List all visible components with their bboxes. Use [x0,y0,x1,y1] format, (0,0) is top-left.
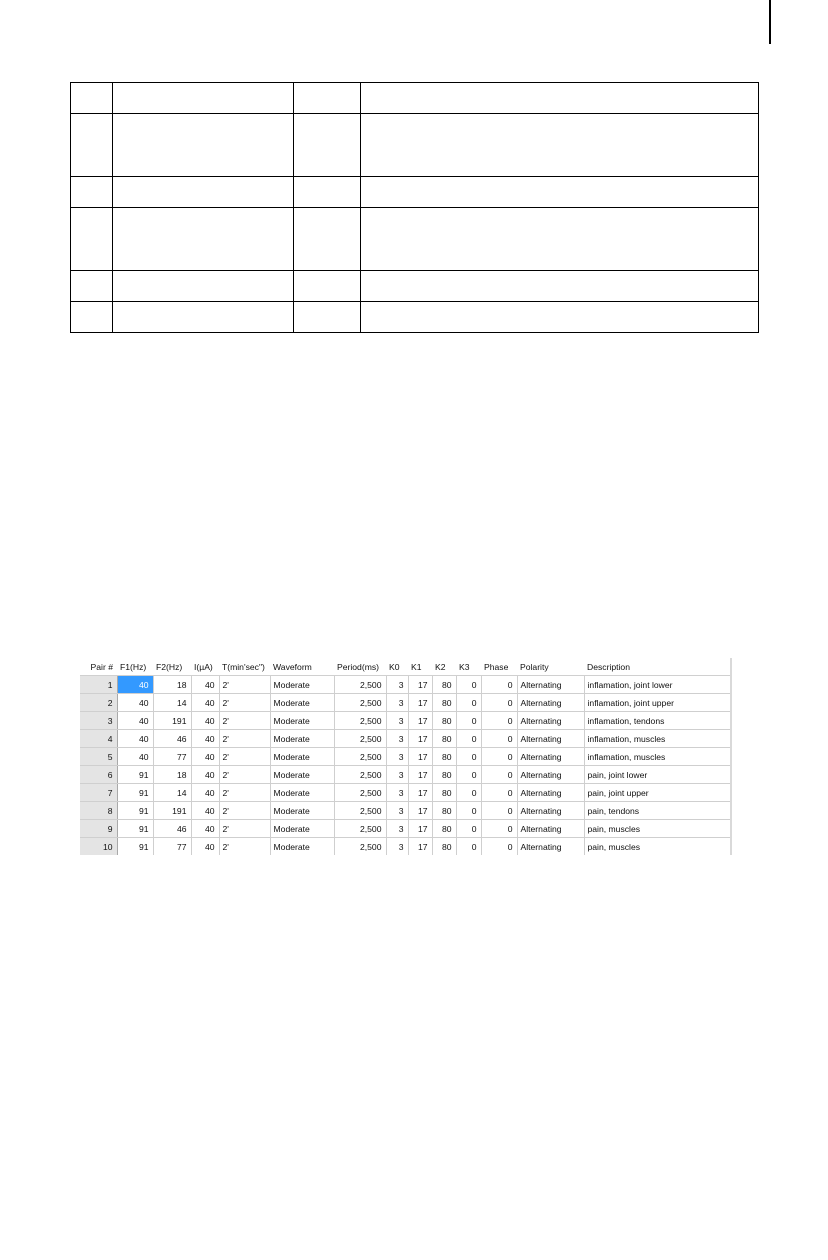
grid-cell[interactable]: Alternating [517,694,584,712]
row-header-cell[interactable]: 9 [80,820,117,838]
empty-cell [71,177,113,208]
grid-cell[interactable]: 80 [432,748,456,766]
row-header-cell[interactable]: 4 [80,730,117,748]
grid-cell[interactable]: 80 [432,820,456,838]
grid-cell[interactable]: 2,500 [334,802,386,820]
grid-cell[interactable]: 2,500 [334,676,386,694]
pair-table [80,658,731,855]
grid-cell[interactable]: 3 [386,730,408,748]
grid-cell[interactable]: pain, joint lower [584,766,730,784]
empty-cell [361,208,759,271]
grid-cell[interactable]: 0 [481,784,517,802]
empty-table-row [71,208,759,271]
grid-cell[interactable]: Moderate [270,784,334,802]
empty-cell [71,114,113,177]
grid-cell[interactable]: 3 [386,676,408,694]
grid-cell[interactable]: Alternating [517,676,584,694]
column-header[interactable]: K1 [408,658,432,676]
empty-cell [294,177,361,208]
column-header[interactable]: I(µA) [191,658,219,676]
grid-cell[interactable]: 40 [117,694,153,712]
empty-cell [294,271,361,302]
grid-cell[interactable]: 18 [153,766,191,784]
column-header[interactable]: K2 [432,658,456,676]
grid-cell[interactable]: 40 [191,712,219,730]
grid-cell[interactable]: Alternating [517,748,584,766]
grid-cell[interactable]: 3 [386,694,408,712]
empty-cell [294,83,361,114]
grid-cell[interactable]: Moderate [270,838,334,856]
grid-cell[interactable]: 3 [386,802,408,820]
column-header[interactable]: F2(Hz) [153,658,191,676]
grid-cell[interactable]: 0 [456,838,481,856]
grid-cell[interactable]: 0 [481,838,517,856]
grid-cell[interactable]: 2' [219,712,270,730]
grid-cell[interactable]: 91 [117,766,153,784]
grid-cell[interactable]: 17 [408,802,432,820]
grid-cell[interactable]: 2' [219,694,270,712]
grid-cell[interactable]: pain, tendons [584,802,730,820]
grid-cell[interactable]: inflamation, joint upper [584,694,730,712]
empty-cell [71,302,113,333]
grid-cell[interactable]: Alternating [517,766,584,784]
grid-cell[interactable]: inflamation, muscles [584,730,730,748]
grid-cell[interactable]: inflamation, joint lower [584,676,730,694]
grid-cell[interactable]: Moderate [270,820,334,838]
grid-cell[interactable]: 0 [456,784,481,802]
column-header[interactable]: F1(Hz) [117,658,153,676]
grid-cell[interactable]: 0 [481,730,517,748]
grid-cell[interactable]: 3 [386,838,408,856]
grid-cell[interactable]: 0 [456,802,481,820]
grid-cell[interactable]: 77 [153,838,191,856]
row-header-cell[interactable]: 5 [80,748,117,766]
column-header[interactable]: Polarity [517,658,584,676]
grid-cell[interactable]: 91 [117,838,153,856]
row-header-cell[interactable]: 3 [80,712,117,730]
empty-cell [361,271,759,302]
grid-cell[interactable]: 2,500 [334,784,386,802]
grid-cell[interactable]: 0 [456,748,481,766]
grid-cell[interactable]: 2,500 [334,748,386,766]
grid-cell[interactable]: 18 [153,676,191,694]
grid-cell[interactable]: pain, muscles [584,820,730,838]
empty-cell [113,114,294,177]
grid-cell[interactable]: 40 [191,676,219,694]
grid-cell[interactable]: 40 [117,748,153,766]
grid-cell[interactable]: Moderate [270,694,334,712]
empty-table-row [71,177,759,208]
row-header-cell[interactable]: 2 [80,694,117,712]
row-header-cell[interactable]: 8 [80,802,117,820]
grid-cell[interactable]: pain, joint upper [584,784,730,802]
grid-cell[interactable]: 2' [219,802,270,820]
grid-cell[interactable]: 0 [481,820,517,838]
grid-cell[interactable]: 2' [219,838,270,856]
table-row[interactable] [80,712,730,730]
table-row[interactable] [80,802,730,820]
grid-cell[interactable]: 17 [408,676,432,694]
grid-cell[interactable]: 191 [153,802,191,820]
grid-cell[interactable]: 46 [153,820,191,838]
grid-cell[interactable]: 0 [481,766,517,784]
grid-cell[interactable]: 40 [191,748,219,766]
empty-cell [294,208,361,271]
grid-cell[interactable]: 0 [456,676,481,694]
grid-cell[interactable]: 80 [432,676,456,694]
row-header-cell[interactable]: 7 [80,784,117,802]
column-header[interactable]: Pair # [80,658,117,676]
table-row[interactable] [80,730,730,748]
grid-cell[interactable]: 17 [408,730,432,748]
grid-cell[interactable]: Alternating [517,784,584,802]
empty-table-row [71,302,759,333]
grid-cell[interactable]: 0 [481,712,517,730]
grid-cell[interactable]: Moderate [270,802,334,820]
grid-cell[interactable]: 80 [432,712,456,730]
empty-cell [361,114,759,177]
table-row[interactable] [80,820,730,838]
grid-cell[interactable]: 0 [456,820,481,838]
column-header[interactable]: Period(ms) [334,658,386,676]
grid-cell[interactable]: 80 [432,766,456,784]
grid-cell[interactable]: 0 [481,802,517,820]
grid-cell[interactable]: 2' [219,766,270,784]
grid-cell[interactable]: 46 [153,730,191,748]
grid-cell[interactable]: 17 [408,838,432,856]
empty-cell [71,271,113,302]
grid-cell[interactable]: 17 [408,694,432,712]
grid-cell[interactable]: 2' [219,748,270,766]
empty-cell [113,302,294,333]
grid-cell[interactable]: 17 [408,766,432,784]
pair-settings-grid[interactable] [80,658,732,855]
grid-cell[interactable]: Moderate [270,730,334,748]
column-header[interactable]: Waveform [270,658,334,676]
grid-cell[interactable]: 2' [219,676,270,694]
empty-cell [361,83,759,114]
grid-cell[interactable]: 2' [219,730,270,748]
empty-cell [113,208,294,271]
grid-cell[interactable]: 80 [432,730,456,748]
row-header-cell[interactable]: 1 [80,676,117,694]
grid-cell[interactable]: 3 [386,784,408,802]
grid-cell[interactable]: Moderate [270,712,334,730]
table-row[interactable] [80,784,730,802]
column-header[interactable]: T(min'sec") [219,658,270,676]
grid-cell[interactable]: 80 [432,802,456,820]
grid-cell[interactable]: 14 [153,694,191,712]
empty-cell [113,177,294,208]
empty-cell [71,83,113,114]
grid-cell[interactable]: 0 [456,694,481,712]
grid-cell[interactable]: 3 [386,748,408,766]
grid-cell[interactable]: Alternating [517,730,584,748]
empty-cell [361,302,759,333]
grid-cell[interactable]: inflamation, tendons [584,712,730,730]
empty-table-row [71,114,759,177]
grid-cell[interactable]: Moderate [270,766,334,784]
grid-cell[interactable]: 17 [408,784,432,802]
empty-cell [113,83,294,114]
page-corner-mark [769,0,771,44]
grid-cell[interactable]: 17 [408,748,432,766]
grid-cell[interactable]: Alternating [517,838,584,856]
grid-cell[interactable]: 2' [219,820,270,838]
grid-cell[interactable]: 80 [432,784,456,802]
grid-cell[interactable]: 191 [153,712,191,730]
grid-cell[interactable]: Moderate [270,676,334,694]
grid-cell[interactable]: 2,500 [334,766,386,784]
grid-cell[interactable]: 3 [386,820,408,838]
grid-cell[interactable]: 2,500 [334,712,386,730]
table-row[interactable] [80,766,730,784]
empty-cell [71,208,113,271]
grid-cell[interactable]: Alternating [517,820,584,838]
grid-cell[interactable]: 91 [117,784,153,802]
column-header[interactable]: K0 [386,658,408,676]
table-row[interactable] [80,676,730,694]
grid-cell[interactable]: 2' [219,784,270,802]
row-header-cell[interactable]: 10 [80,838,117,856]
empty-table-row [71,83,759,114]
grid-cell[interactable]: 40 [117,676,153,694]
column-header[interactable]: K3 [456,658,481,676]
grid-cell[interactable]: 80 [432,694,456,712]
grid-cell[interactable]: 0 [481,676,517,694]
grid-cell[interactable]: 0 [481,694,517,712]
grid-header-row [80,658,730,676]
grid-cell[interactable]: 2,500 [334,730,386,748]
grid-cell[interactable]: 0 [456,766,481,784]
empty-table-row [71,271,759,302]
empty-table [70,82,759,333]
grid-cell[interactable]: 40 [191,784,219,802]
grid-cell[interactable]: 2,500 [334,838,386,856]
grid-cell[interactable]: 0 [456,712,481,730]
table-row[interactable] [80,748,730,766]
grid-cell[interactable]: 40 [191,820,219,838]
grid-cell[interactable]: 0 [481,748,517,766]
grid-cell[interactable]: pain, muscles [584,838,730,856]
column-header[interactable]: Description [584,658,730,676]
grid-cell[interactable]: 40 [117,712,153,730]
empty-cell [294,114,361,177]
grid-cell[interactable]: 40 [191,838,219,856]
grid-cell[interactable]: 2,500 [334,694,386,712]
grid-cell[interactable]: 40 [191,766,219,784]
grid-cell[interactable]: 80 [432,838,456,856]
grid-cell[interactable]: 40 [191,694,219,712]
empty-cell [294,302,361,333]
grid-cell[interactable]: 0 [456,730,481,748]
table-row[interactable] [80,838,730,856]
row-header-cell[interactable]: 6 [80,766,117,784]
empty-cell [361,177,759,208]
grid-cell[interactable]: 40 [191,802,219,820]
grid-cell[interactable]: 91 [117,802,153,820]
grid-cell[interactable]: inflamation, muscles [584,748,730,766]
empty-cell [113,271,294,302]
grid-cell[interactable]: 77 [153,748,191,766]
grid-cell[interactable]: 40 [191,730,219,748]
grid-cell[interactable]: 14 [153,784,191,802]
grid-cell[interactable]: 17 [408,712,432,730]
grid-cell[interactable]: 17 [408,820,432,838]
column-header[interactable]: Phase [481,658,517,676]
grid-cell[interactable]: 3 [386,766,408,784]
grid-cell[interactable]: Alternating [517,802,584,820]
grid-cell[interactable]: 91 [117,820,153,838]
grid-cell[interactable]: Alternating [517,712,584,730]
grid-cell[interactable]: 3 [386,712,408,730]
grid-cell[interactable]: Moderate [270,748,334,766]
table-row[interactable] [80,694,730,712]
grid-cell[interactable]: 40 [117,730,153,748]
grid-cell[interactable]: 2,500 [334,820,386,838]
